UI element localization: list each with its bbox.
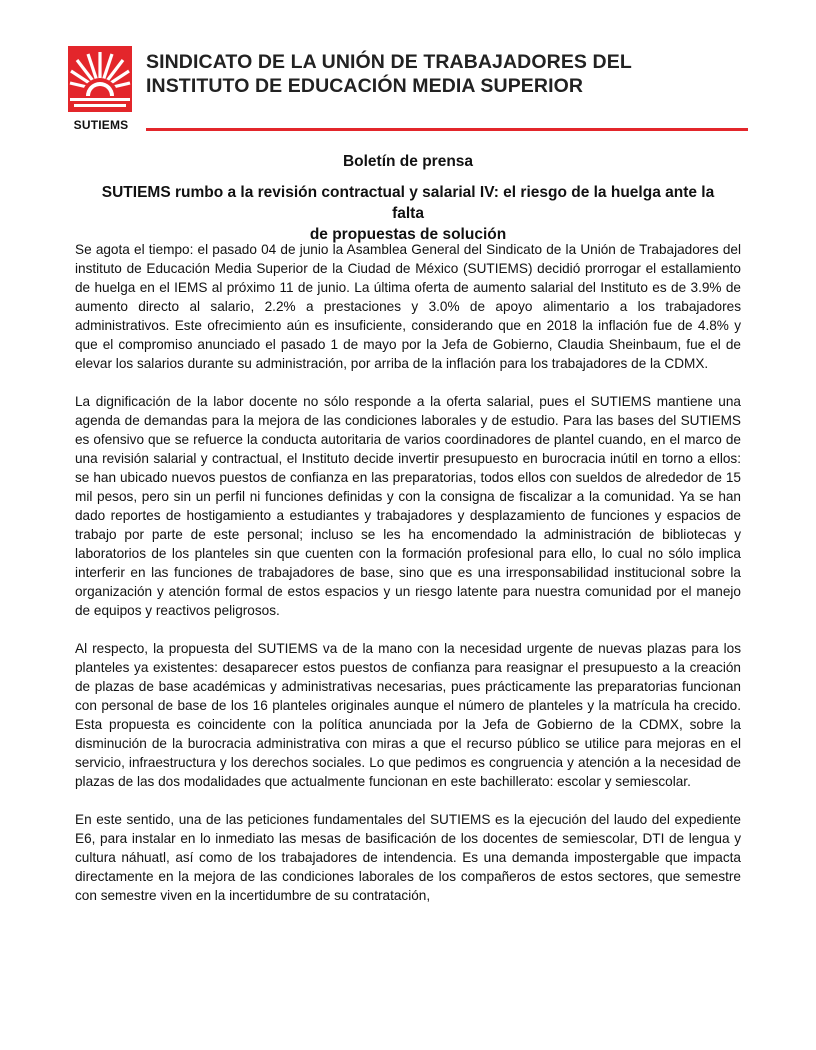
- header-divider: [146, 128, 748, 131]
- subtitle-line1: SUTIEMS rumbo a la revisión contractual y salarial IV: el riesgo de la huelga ante la falta: [101, 184, 715, 222]
- body-paragraph: Se agota el tiempo: el pasado 04 de junio la Asamblea General del Sindicato de la Unión de Trabajadores del instituto de Educación Media Superior de la Ciudad de México (SUTIEMS) decidió prorrogar el estallamiento de huelga en el IEMS al próximo 11 de junio. La última oferta de aumento salarial del Instituto es de 3.9% de aumento directo al salario, 2.2% a prestaciones y 3.0% de apoyo alimentario a los trabajadores administrativos. Este ofrecimiento aún es insuficiente, considerando que en 2018 la inflación fue de 4.8% y que el compromiso anunciado el pasado 1 de mayo por la Jefa de Gobierno, Claudia Sheinbaum, fue el de elevar los salarios durante su administración, por arriba de la inflación para los trabajadores de la CDMX.: [75, 242, 741, 371]
- document-subtitle: [90, 182, 726, 245]
- organization-name: [146, 50, 756, 98]
- subtitle-line2: de propuestas de solución: [309, 226, 507, 243]
- letterhead: [68, 46, 748, 138]
- sutiems-logo: [68, 46, 134, 134]
- body-paragraph: Al respecto, la propuesta del SUTIEMS va de la mano con la necesidad urgente de nuevas plazas para los planteles ya existentes: desaparecer estos puestos de confianza para reasignar el presupuesto a la creación de plazas de base académicas y administrativas necesarias, pues prácticamente las preparatorias funcionan con personal de base de los 16 planteles originales aunque el número de planteles y la matrícula ha crecido. Esta propuesta es coincidente con la política anunciada por la Jefa de Gobierno de la CDMX, sobre la disminución de la burocracia administrativa con miras a que el recurso público se utilice para mejoras en el servicio, infraestructura y los derechos sociales. Lo que pedimos es congruencia y atención a la necesidad de plazas de las dos modalidades que actualmente funcionan en este bachillerato: escolar y semiescolar.: [75, 641, 741, 789]
- body-paragraph: En este sentido, una de las peticiones fundamentales del SUTIEMS es la ejecución del laudo del expediente E6, para instalar en lo inmediato las mesas de basificación de los docentes de semiescolar, DTI de lengua y cultura náhuatl, así como de los trabajadores de intendencia. Es una demanda impostergable que impacta directamente en la mejora de las condiciones laborales de los compañeros de estos sectores, que semestre con semestre viven en la incertidumbre de su contratación,: [75, 812, 741, 903]
- organization-name-line2: INSTITUTO DE EDUCACIÓN MEDIA SUPERIOR: [146, 75, 584, 97]
- document-body: [75, 240, 741, 924]
- logo-label: SUTIEMS: [73, 118, 129, 132]
- body-paragraph: La dignificación de la labor docente no sólo responde a la oferta salarial, pues el SUTIEMS mantiene una agenda de demandas para la mejora de las condiciones laborales y de estudio. Para las bases del SUTIEMS es ofensivo que se refuerce la conducta autoritaria de varios coordinadores de plantel cuando, en el marco de una revisión salarial y contractual, el Instituto decide invertir presupuesto en burocracia inútil en torno a ellos: se han ubicado nuevos puestos de confianza en las preparatorias, todos ellos con sueldos de alrededor de 15 mil pesos, pero sin un perfil ni funciones definidas y con la consigna de fiscalizar a la comunidad. Ya se han dado reportes de hostigamiento a estudiantes y trabajadores y desplazamiento de funciones y espacios de trabajo por parte de este personal; incluso se les ha encomendado la administración de bibliotecas y laboratorios de los planteles sin que cuenten con la formación profesional para ello, lo cual no sólo implica interferir en las funciones de trabajadores de base, sino que es una irresponsabilidad institucional sobre la organización y atención formal de estos espacios y un riesgo latente para nuestra comunidad por el manejo de equipos y reactivos peligrosos.: [75, 394, 741, 618]
- document-title: Boletín de prensa: [342, 153, 474, 170]
- organization-name-line1: SINDICATO DE LA UNIÓN DE TRABAJADORES DEL: [146, 51, 632, 73]
- rising-sun-logo-icon: [68, 46, 132, 112]
